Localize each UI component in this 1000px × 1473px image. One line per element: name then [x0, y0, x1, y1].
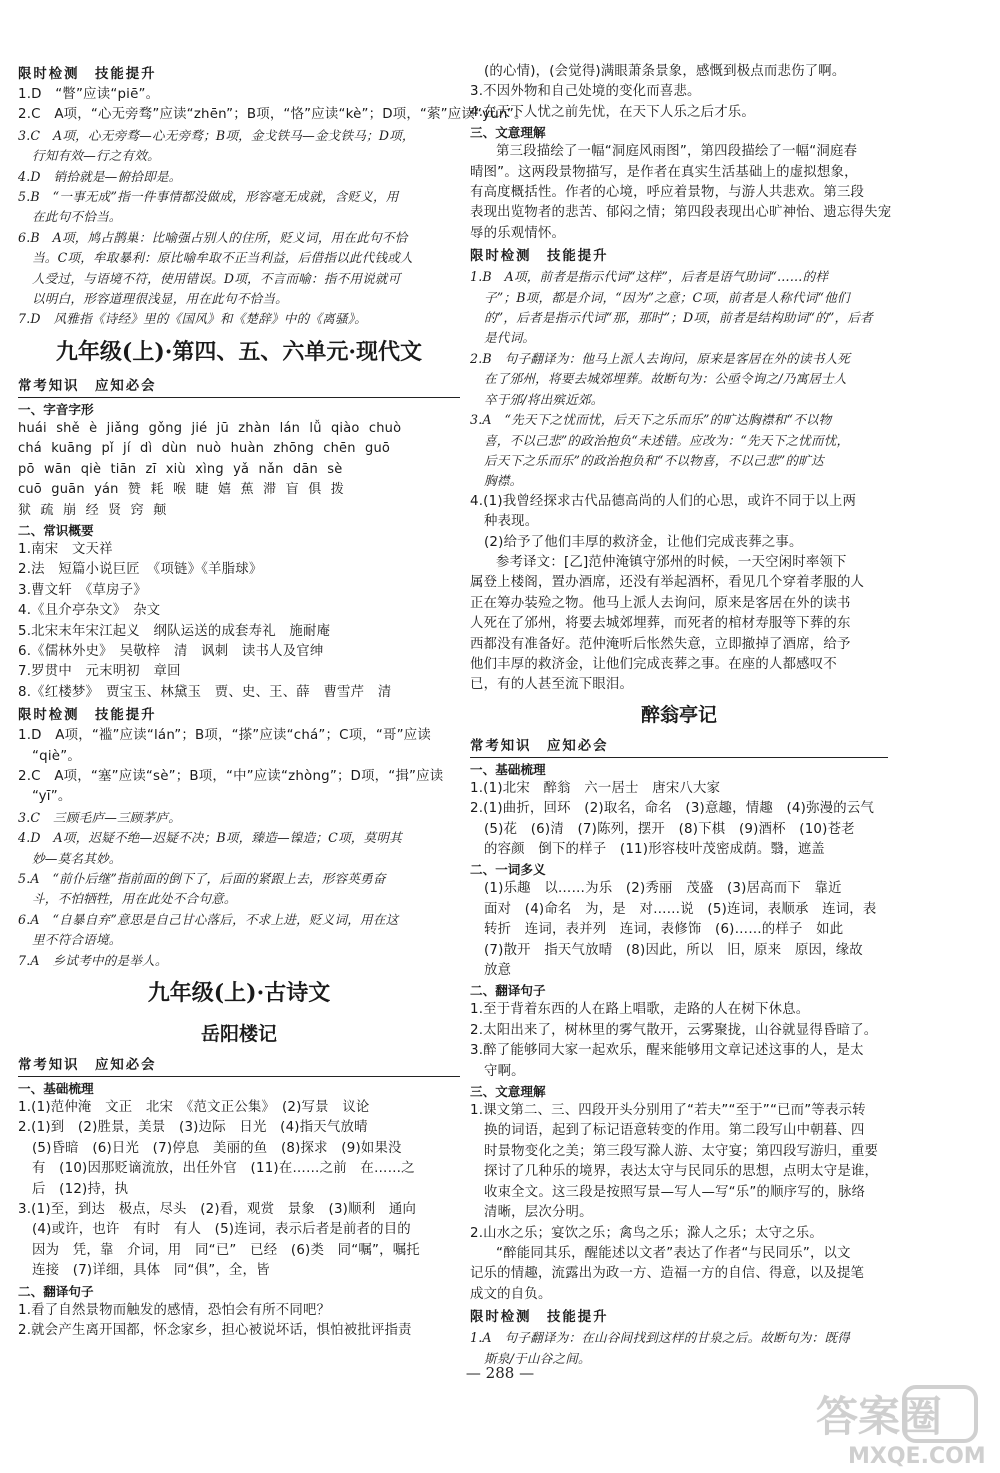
answer-line: 有 (10)因那贬谪流放，出任外官 (11)在……之前 在……之: [32, 1161, 415, 1177]
answer-line: (2)给予了他们丰厚的救济金，让他们完成丧葬之事。: [484, 534, 803, 550]
answer-line: 的”，后者是指示代词“那，那时”；D项，前者是结构助词“的”，后者: [484, 310, 873, 326]
subsection-heading: 二、常识概要: [18, 522, 94, 538]
section-heading: 九年级(上)·第四、五、六单元·现代文: [55, 338, 423, 365]
answer-line: 6.B A项，鸠占鹊巢：比喻强占别人的住所，贬义词，用在此句不恰: [18, 229, 408, 245]
section-label: 常考知识 应知必会: [18, 1055, 460, 1077]
answer-line: 有高度概括性。作者的心境，呼应着景物，与游人共悲欢。第三段: [470, 185, 865, 201]
answer-line: huái shě è jiǎng gǒng jié jū zhàn lán lǚ qiào chuò: [18, 420, 402, 436]
subsection-heading: 二、翻译句子: [18, 1283, 94, 1299]
answer-line: 第三段描绘了一幅“洞庭风雨图”，第四段描绘了一幅“洞庭春: [496, 144, 858, 160]
answer-line: 子”；B项，都是介词，“因为”之意；C项，前者是人称代词“他们: [484, 289, 850, 305]
section-label: 限时检测 技能提升: [18, 708, 157, 724]
answer-line: 转折 连词，表并列 连词，表修饰 (6)……的样子 如此: [484, 922, 844, 938]
answer-line: 5.北宋末年宋江起义 纲队运送的成套寿礼 施耐庵: [18, 623, 331, 639]
answer-line: 1.南宋 文天祥: [18, 541, 113, 557]
section-label: 限时检测 技能提升: [470, 249, 609, 265]
section-label: 限时检测 技能提升: [18, 67, 157, 82]
answer-line: 胸襟。: [484, 473, 523, 489]
answer-line: 守啊。: [484, 1063, 525, 1079]
answer-line: 已，有的人甚至流下眼泪。: [470, 677, 634, 693]
answer-line: 7.D 风雅指《诗经》里的《国风》和《楚辞》中的《离骚》。: [18, 311, 368, 327]
answer-line: 1.(1)范仲淹 文正 北宋 《范文正公集》 (2)写景 议论: [18, 1100, 370, 1116]
answer-line: 3.(1)至，到达 极点，尽头 (2)看，观赏 景象 (3)顺利 通向: [18, 1202, 417, 1218]
subsection-heading: 一、字音字形: [18, 401, 94, 417]
answer-line: 行知有效—行之有效。: [32, 148, 160, 164]
answer-line: 3.醉了能够同大家一起欢乐，醒来能够用文章记述这事的人，是太: [470, 1043, 864, 1059]
answer-line: 在了邠州，将要去城郊埋葬。故断句为：公亟令询之/乃寓居士人: [484, 371, 847, 387]
answer-line: 4.在天下人忧之前先忧，在天下人乐之后才乐。: [470, 104, 755, 120]
answer-line: 成文的自负。: [470, 1286, 552, 1302]
answer-line: 表现出览物者的悲苦、郁闷之情；第四段表现出心旷神怡、遗忘得失宠: [470, 205, 892, 221]
answer-line: 2.山水之乐；宴饮之乐；禽鸟之乐；滁人之乐；太守之乐。: [470, 1225, 823, 1241]
answer-line: (7)散开 指天气放晴 (8)因此，所以 旧，原来 原因，缘故: [484, 942, 863, 958]
answer-line: 2.(1)曲折，回环 (2)取名，命名 (3)意趣，情趣 (4)弥漫的云气: [470, 801, 875, 817]
answer-line: 卒于邠/将出殡近郊。: [484, 391, 604, 407]
answer-line: 1.看了自然景物而触发的感情，恐怕会有所不同吧？: [18, 1302, 331, 1318]
answer-line: (的心情)，(会觉得)满眼萧条景象，感慨到极点而悲伤了啊。: [484, 64, 846, 79]
answer-line: 放意: [484, 963, 512, 979]
answer-line: 4.(1)我曾经探求古代品德高尚的人们的心思，或许不同于以上两: [470, 493, 857, 509]
answer-line: 3.曹文轩 《草房子》: [18, 582, 147, 598]
answer-line: 后天下之乐而乐”的政治抱负和“不以物喜，不以己悲”的旷达: [484, 452, 824, 468]
answer-line: 妙—莫名其妙。: [32, 850, 122, 866]
answer-line: 5.B “一事无成”指一件事情都没做成，形容毫无成就，含贬义，用: [18, 189, 399, 205]
answer-line: 清晰，层次分明。: [484, 1205, 593, 1221]
answer-line: pō wān qiè tiān zī xiù xìng yǎ nǎn dān sè: [18, 461, 343, 477]
answer-line: 5.A “前仆后继”指前面的倒下了，后面的紧跟上去，形容英勇奋: [18, 871, 386, 886]
answer-line: 3.C A项，心无旁骛—心无旁骛；B项，金戈铁马—金戈铁马；D项，: [18, 127, 415, 143]
answer-line: 时景物变化之美；第三段写滁人游、太守宴；第四段写游归，重要: [484, 1143, 879, 1159]
answer-line: 面对 (4)命名 为，是 对……说 (5)连词，表顺承 连词，表: [484, 901, 877, 917]
answer-line: 6.《儒林外史》 吴敬梓 清 讽刺 读书人及官绅: [18, 643, 324, 659]
answer-line: 3.C 三顾毛庐—三顾茅庐。: [18, 809, 181, 825]
answer-line: 狱 疏 崩 经 贤 窍 颠: [18, 502, 167, 518]
answer-line: 辱的乐观情怀。: [470, 225, 566, 241]
answer-line: 换的词语，起到了标记语意转变的作用。第二段写山中朝暮、四: [484, 1123, 865, 1139]
watermark-graphic: [808, 1383, 994, 1469]
answer-line: 2.就会产生离开国都，怀念家乡，担心被说坏话，惧怕被批评指责: [18, 1323, 412, 1339]
subsection-heading: 三、文意理解: [470, 1084, 546, 1100]
answer-line: 6.A “自暴自弃”意思是自己甘心落后，不求上进，贬义词，用在这: [18, 911, 399, 927]
answer-line: 西都没有准备好。范仲淹听后怅然失意，立即撤掉了酒席，给予: [470, 636, 851, 652]
answer-line: 人受过，与语境不符，使用错误。D项，不言而喻：指不用说就可: [32, 270, 401, 286]
answer-line: 探讨了几种乐的境界，表达太守与民同乐的思想，点明太守是谁，: [484, 1164, 879, 1180]
section-label: 限时检测 技能提升: [470, 1310, 609, 1326]
answer-line: 的容颜 倒下的样子 (11)形容枝叶茂密成荫。翳，遮盖: [484, 842, 825, 857]
watermark-url: MXQE.COM: [848, 1444, 986, 1469]
answer-line: 1.D A项，“褴”应读“lán”；B项，“搽”应读“chá”；C项，“哥”应读: [18, 728, 431, 744]
answer-line: 后 (12)持，执: [32, 1181, 129, 1197]
answer-line: 4.D 销拾就是—俯拾即是。: [18, 168, 182, 184]
answer-line: 是代词。: [484, 330, 536, 346]
answer-line: (1)乐趣 以……为乐 (2)秀丽 茂盛 (3)居高而下 靠近: [484, 881, 842, 897]
answer-line: 里不符合语境。: [32, 932, 122, 948]
answer-line: 以明白，形容道理很浅显，用在此句不恰当。: [32, 291, 288, 307]
answer-line: 2.C A项，“塞”应读“sè”；B项，“中”应读“zhòng”；D项，“揖”应读: [18, 768, 444, 784]
article-title: 岳阳楼记: [200, 1023, 277, 1046]
answer-line: 正在筹办装殓之物。他马上派人去询问，原来是客居在外的读书: [470, 595, 851, 611]
answer-line: 连接 (7)详细，具体 同“俱”，全，皆: [32, 1263, 270, 1279]
answer-line: 2.太阳出来了，树林里的雾气散开，云雾聚拢，山谷就显得昏暗了。: [470, 1022, 878, 1038]
subsection-heading: 三、文意理解: [470, 125, 546, 141]
answer-line: 7.罗贯中 元末明初 章回: [18, 664, 181, 680]
answer-line: (4)或许，也许 有时 有人 (5)连词，表示后者是前者的目的: [32, 1222, 411, 1238]
answer-line: 收束全文。这三段是按照写景—写人—写“乐”的顺序写的，脉络: [484, 1184, 866, 1200]
answer-line: 1.A 句子翻译为：在山谷间找到这样的甘泉之后。故断句为：既得: [470, 1330, 850, 1346]
section-heading: 九年级(上)·古诗文: [147, 980, 331, 1007]
answer-line: “yī”。: [32, 789, 72, 805]
article-title: 醉翁亭记: [640, 703, 717, 726]
watermark-logo: [808, 1383, 994, 1469]
answer-line: 1.B A项，前者是指示代词“这样”，后者是语气助词“……的样: [470, 269, 829, 285]
answer-line: 7.A 乡试考中的是举人。: [18, 952, 168, 968]
answer-line: 斯泉/于山谷之间。: [484, 1350, 591, 1366]
answer-line: 2.法 短篇小说巨匠 《项链》《羊脂球》: [18, 562, 263, 578]
section-label: 常考知识 应知必会: [470, 736, 888, 758]
answer-line: 在此句不恰当。: [32, 209, 122, 225]
answer-line: 8.《红楼梦》 贾宝玉、林黛玉 贾、史、王、薛 曹雪芹 清: [18, 684, 392, 700]
answer-line: “醉能同其乐，醒能述以文者”表达了作者“与民同乐”，以文: [496, 1245, 851, 1261]
answer-line: (5)花 (6)清 (7)陈列，摆开 (8)下棋 (9)酒杯 (10)苍老: [484, 821, 855, 837]
answer-line: 喜，不以己悲”的政治抱负“未述错。应改为：“先天下之忧而忧，: [484, 432, 850, 448]
answer-line: 斗，不怕牺牲，用在此处不合句意。: [32, 891, 237, 907]
answer-line: 2.B 句子翻译为：他马上派人去询问，原来是客居在外的读书人死: [470, 350, 851, 366]
answer-line: 3.A “先天下之忧而忧，后天下之乐而乐”的旷达胸襟和“不以物: [470, 412, 832, 428]
answer-line: 晴图”。这两段景物描写，是作者在真实生活基础上的虚拟想象，: [470, 164, 858, 180]
answer-line: cuō guān yán 赞 耗 喉 睫 嬉 蕉 滞 盲 俱 拨: [18, 482, 344, 498]
answer-line: 他们丰厚的救济金，让他们完成丧葬之事。在座的人都感叹不: [470, 656, 837, 672]
subsection-heading: 二、翻译句子: [470, 983, 546, 999]
answer-line: 3.不因外物和自己处境的变化而喜悲。: [470, 84, 701, 100]
section-label: 常考知识 应知必会: [18, 376, 460, 398]
answer-line: 2.C A项，“心无旁骛”应读“zhēn”；B项，“恪”应读“kè”；D项，“萦”应读“yùn”。: [18, 107, 528, 123]
subsection-heading: 一、基础梳理: [18, 1081, 94, 1097]
subsection-heading: 二、一词多义: [470, 862, 546, 878]
answer-line: 4.D A项，迟疑不绝—迟疑不决；B项，臻造—镍造；C项，莫明其: [18, 830, 402, 846]
answer-line: 2.(1)到 (2)胜景，美景 (3)边际 日光 (4)指天气放晴: [18, 1120, 368, 1136]
right-column: [470, 62, 892, 1369]
answer-line: 因为 凭，靠 介词，用 同“已” 已经 (6)类 同“嘱”，嘱托: [32, 1242, 420, 1258]
answer-line: “qiè”。: [32, 748, 81, 764]
answer-line: 1.(1)北宋 醉翁 六一居士 唐宋八大家: [470, 780, 721, 796]
answer-line: 1.至于背着东西的人在路上唱歌，走路的人在树下休息。: [470, 1002, 810, 1018]
answer-line: 属登上楼阁，置办酒席，还没有举起酒杯，看见几个穿着孝服的人: [470, 575, 865, 591]
answer-line: 参考译文：[乙]范仲淹镇守邠州的时候，一天空闲时率领下: [496, 554, 847, 570]
subsection-heading: 一、基础梳理: [470, 761, 546, 777]
page-number: — 288 —: [465, 1364, 535, 1382]
answer-line: 1.课文第二、三、四段开头分别用了“若夫”“至于”“已而”等表示转: [470, 1103, 866, 1119]
answer-line: 人死在了邠州，将要去城郊埋葬，而死者的棺材寿服等下葬的东: [470, 616, 851, 632]
watermark-text: 答案圈: [816, 1392, 943, 1441]
answer-line: (5)昏暗 (6)日光 (7)停息 美丽的鱼 (8)探求 (9)如果没: [32, 1140, 402, 1156]
answer-line: 1.D “瞥”应读“piē”。: [18, 87, 160, 102]
answer-line: chá kuāng pǐ jí dì dùn nuò huàn zhōng chēn guō: [18, 441, 391, 457]
answer-line: 当。C项，牟取暴利：原比喻牟取不正当利益，后借指以此代钱或人: [32, 250, 413, 266]
answer-line: 记乐的情趣，流露出为政一方、造福一方的自信、得意，以及提笔: [470, 1266, 865, 1282]
answer-line: 种表现。: [484, 514, 539, 530]
answer-line: 4.《且介亭杂文》 杂文: [18, 603, 161, 619]
